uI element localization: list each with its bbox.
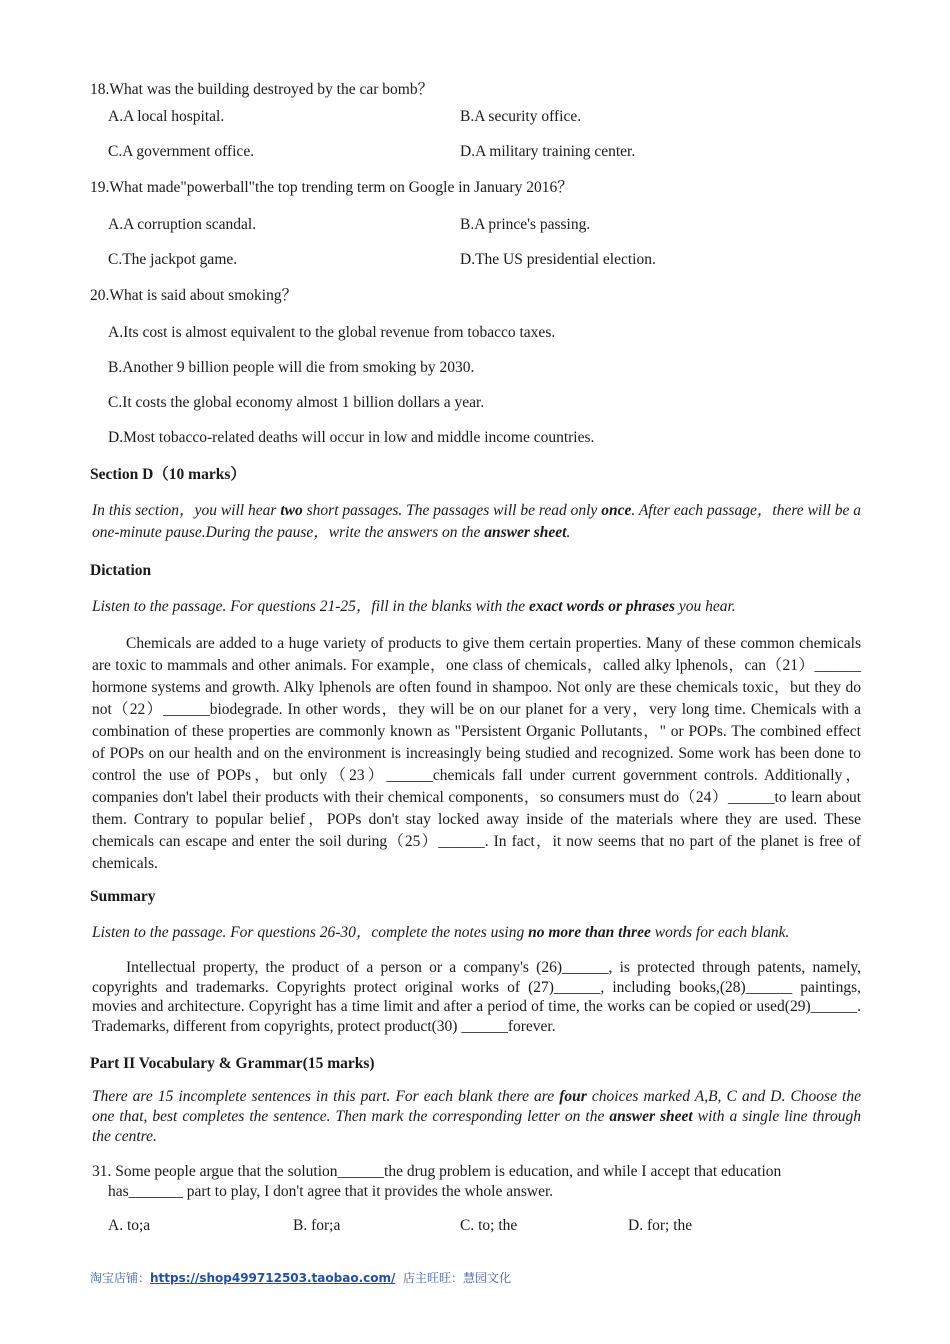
section-d-instructions: In this section，you will hear two short passages. The passages will be read only once. After each passage，there will be a one-minute pause.During the pause，write the answers on the answer sheet. xyxy=(92,502,862,541)
shop-link[interactable]: https://shop499712503.taobao.com/ xyxy=(150,1271,396,1285)
q18-option-d: D.A military training center. xyxy=(460,143,636,160)
q31-option-d: D. for; the xyxy=(628,1217,693,1234)
q19-option-c: C.The jackpot game. xyxy=(108,251,238,268)
q31-option-c: C. to; the xyxy=(460,1217,518,1234)
page-footer xyxy=(90,1270,511,1287)
dictation-passage: Chemicals are added to a huge variety of products to give them certain properties. Many of these common chemicals are toxic to mammals and other animals. For example，one class of chemicals，called alky lphenols，can（21）______ hormone systems and growth. Alky lphenols are often found in shampoo. Not only are these chemicals toxic，but they do not（22）______biodegrade. In other words，they will be on our planet for a very，very long time. Chemicals with a combination of these properties are commonly known as "Persistent Organic Pollutants，" or POPs. The combined effect of POPs on our health and on the environment is increasingly being studied and recognized. Some work has been done to control the use of POPs，but only（23）______chemicals fall under current government controls. Additionally，companies don't label their products with their chemical components，so consumers must do（24）______to learn about them. Contrary to popular belief，POPs don't stay locked away inside of the materials where they are used. These chemicals can escape and enter the soil during（25）______. In fact，it now seems that no part of the planet is free of chemicals. xyxy=(92,635,861,872)
q20-option-a: A.Its cost is almost equivalent to the global revenue from tobacco taxes. xyxy=(108,324,556,341)
q19-option-d: D.The US presidential election. xyxy=(460,251,656,268)
section-d-heading: Section D（10 marks） xyxy=(90,466,246,483)
q20-option-b: B.Another 9 billion people will die from smoking by 2030. xyxy=(108,359,475,376)
question-31-line2: has_______ part to play, I don't agree that it provides the whole answer. xyxy=(108,1183,554,1200)
q18-option-b: B.A security office. xyxy=(460,108,582,125)
q31-option-a: A. to;a xyxy=(108,1217,151,1234)
dictation-heading: Dictation xyxy=(90,562,152,579)
summary-passage: Intellectual property, the product of a person or a company's (26)______, is protected through patents, namely, copyrights and trademarks. Copyrights protect original works of (27)______, including books,(28)______ paintings, movies and architecture. Copyright has a time limit and after a period of time, the works can be copied or used(29)______. Trademarks, different from copyrights, protect product(30) ______forever. xyxy=(92,959,861,1036)
q19-option-b: B.A prince's passing. xyxy=(460,216,591,233)
q18-option-a: A.A local hospital. xyxy=(108,108,225,125)
question-19: 19.What made"powerball"the top trending term on Google in January 2016？ xyxy=(90,179,573,196)
dictation-instructions: Listen to the passage. For questions 21-25，fill in the blanks with the exact words or phrases you hear. xyxy=(92,598,736,615)
part2-heading: Part II Vocabulary & Grammar(15 marks) xyxy=(90,1055,375,1072)
question-18: 18.What was the building destroyed by the car bomb？ xyxy=(90,81,434,98)
q20-option-c: C.It costs the global economy almost 1 billion dollars a year. xyxy=(108,394,485,411)
q18-option-c: C.A government office. xyxy=(108,143,255,160)
part2-instructions: There are 15 incomplete sentences in this part. For each blank there are four choices marked A,B, C and D. Choose the one that, best completes the sentence. Then mark the corresponding letter on the answer sheet with a single line through the centre. xyxy=(92,1088,861,1145)
question-20: 20.What is said about smoking？ xyxy=(90,287,298,304)
q31-option-b: B. for;a xyxy=(293,1217,341,1234)
summary-heading: Summary xyxy=(90,888,156,905)
q19-option-a: A.A corruption scandal. xyxy=(108,216,257,233)
footer-suffix: 店主旺旺：慧园文化 xyxy=(395,1271,512,1285)
q20-option-d: D.Most tobacco-related deaths will occur in low and middle income countries. xyxy=(108,429,595,446)
summary-instructions: Listen to the passage. For questions 26-30，complete the notes using no more than three words for each blank. xyxy=(92,924,790,941)
question-31-line1: 31. Some people argue that the solution______the drug problem is education, and while I accept that education xyxy=(92,1163,782,1180)
footer-label: 淘宝店铺： xyxy=(90,1271,151,1285)
